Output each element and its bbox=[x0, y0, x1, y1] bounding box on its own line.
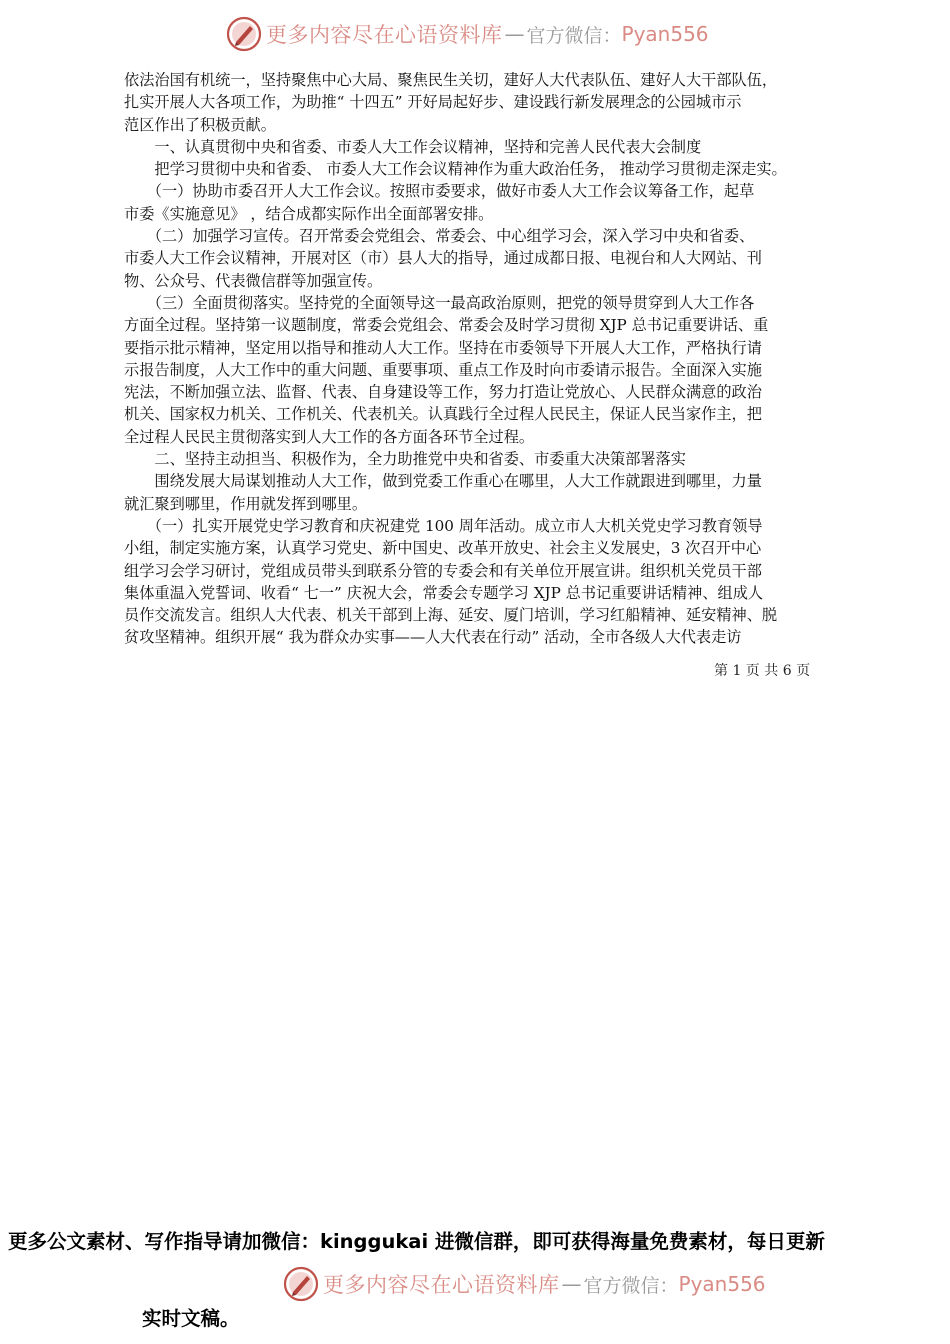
pen-nib-seal-icon bbox=[283, 1266, 319, 1302]
text-line: 市委人大工作会议精神，开展对区（市）县人大的指导，通过成都日报、电视台和人大网站、刊 bbox=[124, 249, 762, 268]
text-line: 物、公众号、代表微信群等加强宣传。 bbox=[124, 271, 383, 290]
text-line: 示报告制度，人大工作中的重大问题、重要事项、重点工作及时向市委请示报告。全面深入实施 bbox=[124, 360, 762, 379]
text-line: 把学习贯彻中央和省委、 市委人大工作会议精神作为重大政治任务， 推动学习贯彻走深走实。 bbox=[124, 160, 787, 179]
text-line: 员作交流发言。组织人大代表、机关干部到上海、延安、厦门培训，学习红船精神、延安精神、脱 bbox=[124, 606, 778, 625]
text-line: 贫攻坚精神。组织开展“ 我为群众办实事——人大代表在行动” 活动，全市各级人大代表走访 bbox=[124, 628, 742, 647]
text-line: （三）全面贯彻落实。坚持党的全面领导这一最高政治原则，把党的领导贯穿到人大工作各 bbox=[124, 293, 755, 312]
text-line: 要指示批示精神，坚定用以指导和推动人大工作。坚持在市委领导下开展人大工作，严格执行请 bbox=[124, 338, 762, 357]
promo-line-2: 实时文稿。 bbox=[142, 1307, 240, 1330]
text-line: 依法治国有机统一，坚持聚焦中心大局、聚焦民生关切，建好人大代表队伍、建好人大干部队伍， bbox=[124, 71, 778, 89]
text-line: 宪法，不断加强立法、监督、代表、自身建设等工作，努力打造让党放心、人民群众满意的政治 bbox=[124, 383, 762, 402]
watermark-brand: 更多内容尽在心语资料库 bbox=[266, 23, 503, 47]
text-line: （一）扎实开展党史学习教育和庆祝建党 100 周年活动。成立市人大机关党史学习教育领导 bbox=[124, 516, 763, 535]
watermark-label: 官方微信： bbox=[526, 24, 622, 47]
text-line: 一、认真贯彻中央和省委、市委人大工作会议精神，坚持和完善人民代表大会制度 bbox=[124, 137, 702, 156]
text-line: 集体重温入党誓词、收看“ 七一” 庆祝大会，常委会专题学习 XJP 总书记重要讲话精神、组成人 bbox=[124, 583, 764, 602]
watermark-dash: — bbox=[504, 22, 525, 46]
text-line: 扎实开展人大各项工作，为助推“ 十四五” 开好局起好步、建设践行新发展理念的公园城市示 bbox=[124, 93, 742, 112]
document-body bbox=[124, 69, 836, 649]
text-line: 二、坚持主动担当、积极作为，全力助推党中央和省委、市委重大决策部署落实 bbox=[124, 450, 686, 469]
text-line: 组学习会学习研讨，党组成员带头到联系分管的专委会和有关单位开展宣讲。组织机关党员干部 bbox=[124, 561, 762, 580]
pen-nib-seal-icon bbox=[226, 16, 262, 52]
watermark-brand: 更多内容尽在心语资料库 bbox=[323, 1273, 560, 1297]
watermark-id: Pyan556 bbox=[678, 1272, 766, 1296]
text-line: 机关、国家权力机关、工作机关、代表机关。认真践行全过程人民民主，保证人民当家作主，把 bbox=[124, 405, 762, 424]
text-line: 围绕发展大局谋划推动人大工作，做到党委工作重心在哪里，人大工作就跟进到哪里，力量 bbox=[124, 472, 762, 491]
watermark-id: Pyan556 bbox=[621, 22, 709, 46]
page-footer: 第 1 页 共 6 页 bbox=[714, 663, 811, 679]
watermark-dash: — bbox=[561, 1272, 582, 1296]
text-line: 市委《实施意见》 ，结合成都实际作出全面部署安排。 bbox=[124, 204, 494, 223]
text-line: （一）协助市委召开人大工作会议。按照市委要求，做好市委人大工作会议筹备工作，起草 bbox=[124, 182, 755, 201]
watermark-header bbox=[226, 16, 709, 52]
text-line: 全过程人民民主贯彻落实到人大工作的各方面各环节全过程。 bbox=[124, 427, 535, 446]
text-line: 方面全过程。坚持第一议题制度，常委会党组会、常委会及时学习贯彻 XJP 总书记重要讲话、重 bbox=[124, 316, 769, 335]
watermark-footer bbox=[283, 1266, 766, 1302]
text-line: （二）加强学习宣传。召开常委会党组会、常委会、中心组学习会，深入学习中央和省委、 bbox=[124, 227, 755, 246]
watermark-label: 官方微信： bbox=[583, 1274, 679, 1297]
text-line: 范区作出了积极贡献。 bbox=[124, 115, 276, 134]
text-line: 就汇聚到哪里，作用就发挥到哪里。 bbox=[124, 494, 367, 513]
promo-line-1: 更多公文素材、写作指导请加微信：kinggukai 进微信群，即可获得海量免费素材，每日更新 bbox=[8, 1230, 825, 1253]
text-line: 小组，制定实施方案，认真学习党史、新中国史、改革开放史、社会主义发展史，3 次召开中心 bbox=[124, 539, 762, 558]
